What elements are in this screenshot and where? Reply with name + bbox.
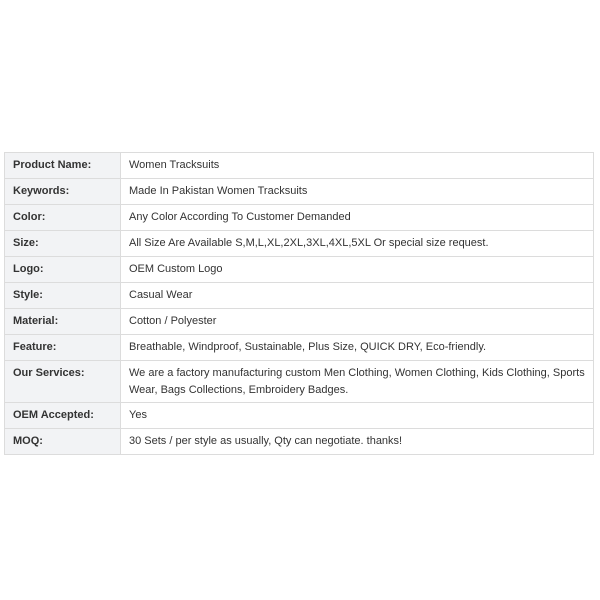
table-row (5, 257, 594, 283)
table-row (5, 231, 594, 257)
row-value-product-name: Women Tracksuits (121, 153, 594, 179)
table-row (5, 179, 594, 205)
row-value-our-services: We are a factory manufacturing custom Men Clothing, Women Clothing, Kids Clothing, Sports Wear, Bags Collections, Embroidery Badges. (121, 361, 594, 403)
row-value-style: Casual Wear (121, 283, 594, 309)
row-label-logo: Logo: (5, 257, 121, 283)
row-label-moq: MOQ: (5, 429, 121, 455)
row-value-logo: OEM Custom Logo (121, 257, 594, 283)
row-label-our-services: Our Services: (5, 361, 121, 403)
row-value-moq: 30 Sets / per style as usually, Qty can negotiate. thanks! (121, 429, 594, 455)
row-value-size: All Size Are Available S,M,L,XL,2XL,3XL,4XL,5XL Or special size request. (121, 231, 594, 257)
row-value-feature: Breathable, Windproof, Sustainable, Plus Size, QUICK DRY, Eco-friendly. (121, 335, 594, 361)
row-label-oem-accepted: OEM Accepted: (5, 403, 121, 429)
table-row (5, 283, 594, 309)
table-row (5, 205, 594, 231)
table-row (5, 361, 594, 403)
product-spec-table (4, 152, 594, 455)
row-label-feature: Feature: (5, 335, 121, 361)
table-row (5, 403, 594, 429)
row-value-oem-accepted: Yes (121, 403, 594, 429)
table-row (5, 153, 594, 179)
row-label-keywords: Keywords: (5, 179, 121, 205)
row-value-material: Cotton / Polyester (121, 309, 594, 335)
table-row (5, 335, 594, 361)
table-row (5, 429, 594, 455)
row-label-material: Material: (5, 309, 121, 335)
row-label-color: Color: (5, 205, 121, 231)
row-label-style: Style: (5, 283, 121, 309)
row-value-keywords: Made In Pakistan Women Tracksuits (121, 179, 594, 205)
row-label-product-name: Product Name: (5, 153, 121, 179)
row-value-color: Any Color According To Customer Demanded (121, 205, 594, 231)
table-row (5, 309, 594, 335)
row-label-size: Size: (5, 231, 121, 257)
